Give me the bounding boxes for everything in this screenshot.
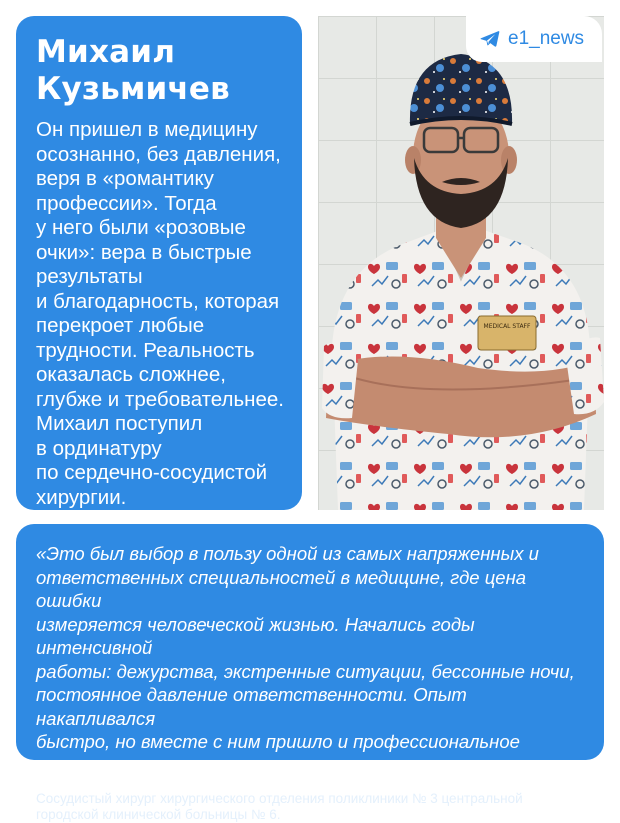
doctor-position-caption xyxy=(36,791,590,823)
bio-text xyxy=(36,118,288,510)
doctor-photo xyxy=(318,16,604,510)
bio-line: Михаил поступил xyxy=(36,412,203,435)
bio-line: в ординатуру xyxy=(36,436,162,460)
source-badge[interactable] xyxy=(466,16,602,62)
bio-line: веря в «романтику xyxy=(36,167,214,190)
bio-line: у него были «розовые xyxy=(36,216,246,239)
bio-line: очки»: вера в быстрые xyxy=(36,240,252,264)
quote-line: быстро, но вместе с ним пришло и профессиональное xyxy=(36,731,520,752)
bio-card xyxy=(16,16,302,510)
quote-text xyxy=(36,542,590,777)
quote-line: ответственных специальностей в медицине, где цена ошибки xyxy=(36,566,527,611)
name-line: Кузьмичев xyxy=(36,71,230,107)
quote-card xyxy=(16,524,604,822)
quote-line: измеряется человеческой жизнью. Начались годы интенсивной xyxy=(36,613,475,658)
bio-line: глубже и требовательнее. xyxy=(36,387,284,411)
bio-line: по сердечно-сосудистой xyxy=(36,461,268,484)
caption-line: Сосудистый хирург хирургического отделения поликлиники № 3 центральной xyxy=(36,791,523,806)
quote-line: выгорание», — xyxy=(36,754,169,776)
badge-label: MEDICAL STAFF xyxy=(483,323,531,330)
name-line: Михаил xyxy=(36,34,176,70)
telegram-icon xyxy=(480,30,500,48)
caption-line: городской клинической больницы № 6. xyxy=(36,807,281,822)
source-label: e1_news xyxy=(508,28,585,49)
bio-line: профессии». Тогда xyxy=(36,191,217,215)
quote-line: «Это был выбор в пользу одной из самых напряженных и xyxy=(36,543,539,564)
doctor-name xyxy=(36,34,288,108)
bio-line: хирургии. xyxy=(36,485,127,509)
bio-line: перекроет любые xyxy=(36,314,205,337)
doctor-portrait-illustration xyxy=(318,16,604,510)
bio-line: Он пришел в медицину xyxy=(36,118,258,141)
bio-line: оказалась сложнее, xyxy=(36,363,226,386)
quote-attribution: поделился врач. xyxy=(168,754,316,776)
bio-line: трудности. Реальность xyxy=(36,338,255,362)
quote-line: работы: дежурства, экстренные ситуации, бессонные ночи, xyxy=(36,660,575,682)
bio-line: и благодарность, которая xyxy=(36,289,280,313)
bio-line: результаты xyxy=(36,265,143,288)
quote-line: постоянное давление ответственности. Опыт накапливался xyxy=(36,684,467,729)
bio-line: осознанно, без давления, xyxy=(36,142,281,166)
